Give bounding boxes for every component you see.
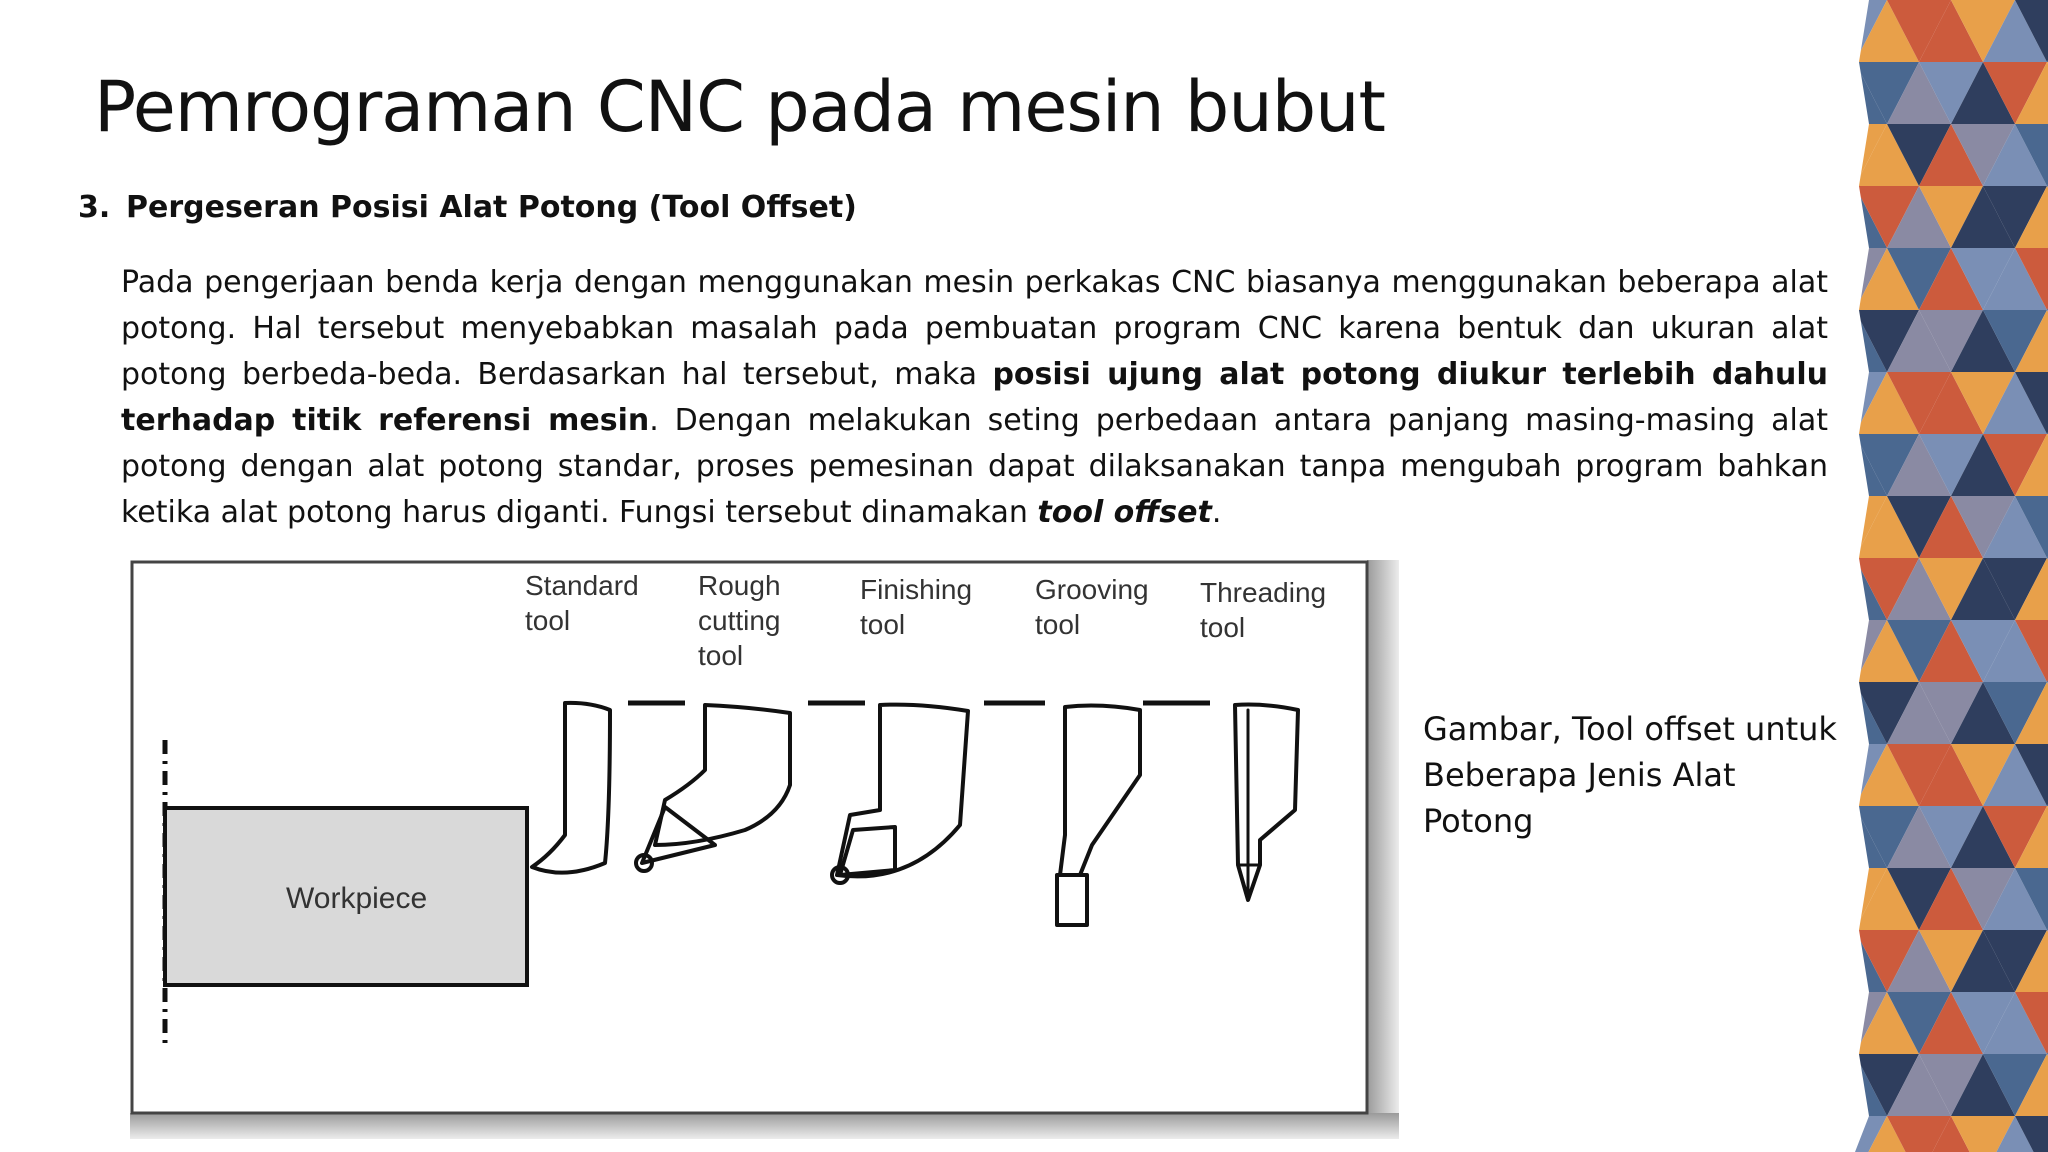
triangle-pattern-decoration bbox=[1855, 0, 2048, 1152]
section-title: Pergeseran Posisi Alat Potong (Tool Offset) bbox=[126, 190, 857, 225]
tool-label-standard-line1: Standard bbox=[525, 570, 639, 601]
tool-offset-diagram bbox=[120, 545, 1420, 1145]
caption-line-2: Beberapa Jenis Alat bbox=[1423, 756, 1736, 794]
paragraph-text-3: . bbox=[1211, 495, 1222, 530]
tool-label-rough-line3: tool bbox=[698, 640, 744, 671]
workpiece-label: Workpiece bbox=[286, 882, 428, 915]
tool-label-rough-line2: cutting bbox=[698, 605, 781, 636]
frame-shadow-bottom bbox=[130, 1113, 1399, 1139]
tool-label-grooving-line2: tool bbox=[1035, 609, 1081, 640]
tool-label-finishing-line1: Finishing bbox=[860, 574, 973, 605]
paragraph-bold-text: posisi ujung alat potong diukur terlebih dahulu terhadap titik referensi mesin bbox=[121, 357, 1828, 438]
section-number: 3. bbox=[78, 190, 111, 225]
frame-shadow-right bbox=[1367, 560, 1399, 1115]
tool-label-grooving-line1: Grooving bbox=[1035, 574, 1149, 605]
tool-label-finishing-line2: tool bbox=[860, 609, 906, 640]
paragraph-text-2: . Dengan melakukan seting perbedaan antara panjang masing-masing alat potong dengan alat potong standar, proses pemesinan dapat dilaksanakan tanpa mengubah program bahkan ketika alat potong harus diganti. Fungsi tersebut dinamakan bbox=[121, 403, 1828, 530]
figure-caption bbox=[1423, 706, 1843, 844]
body-paragraph bbox=[121, 260, 1828, 536]
tool-label-threading-line1: Threading bbox=[1200, 577, 1327, 608]
tool-offset-figure bbox=[120, 545, 1420, 1145]
paragraph-text-1: Pada pengerjaan benda kerja dengan menggunakan mesin perkakas CNC biasanya menggunakan beberapa alat potong. Hal tersebut menyebabkan masalah pada pembuatan program CNC karena bentuk dan ukuran alat potong berbeda-beda. Berdasarkan hal tersebut, maka bbox=[121, 265, 1828, 392]
caption-line-1: Gambar, Tool offset untuk bbox=[1423, 710, 1837, 748]
triangle-pattern bbox=[1855, 0, 2048, 1152]
tool-label-standard-line2: tool bbox=[525, 605, 571, 636]
paragraph-bold-italic-text: tool offset bbox=[1037, 495, 1212, 530]
caption-line-3: Potong bbox=[1423, 802, 1534, 840]
tool-label-threading-line2: tool bbox=[1200, 612, 1246, 643]
slide-title: Pemrograman CNC pada mesin bubut bbox=[94, 66, 1385, 148]
tool-label-rough-line1: Rough bbox=[698, 570, 781, 601]
section-heading bbox=[78, 190, 857, 225]
